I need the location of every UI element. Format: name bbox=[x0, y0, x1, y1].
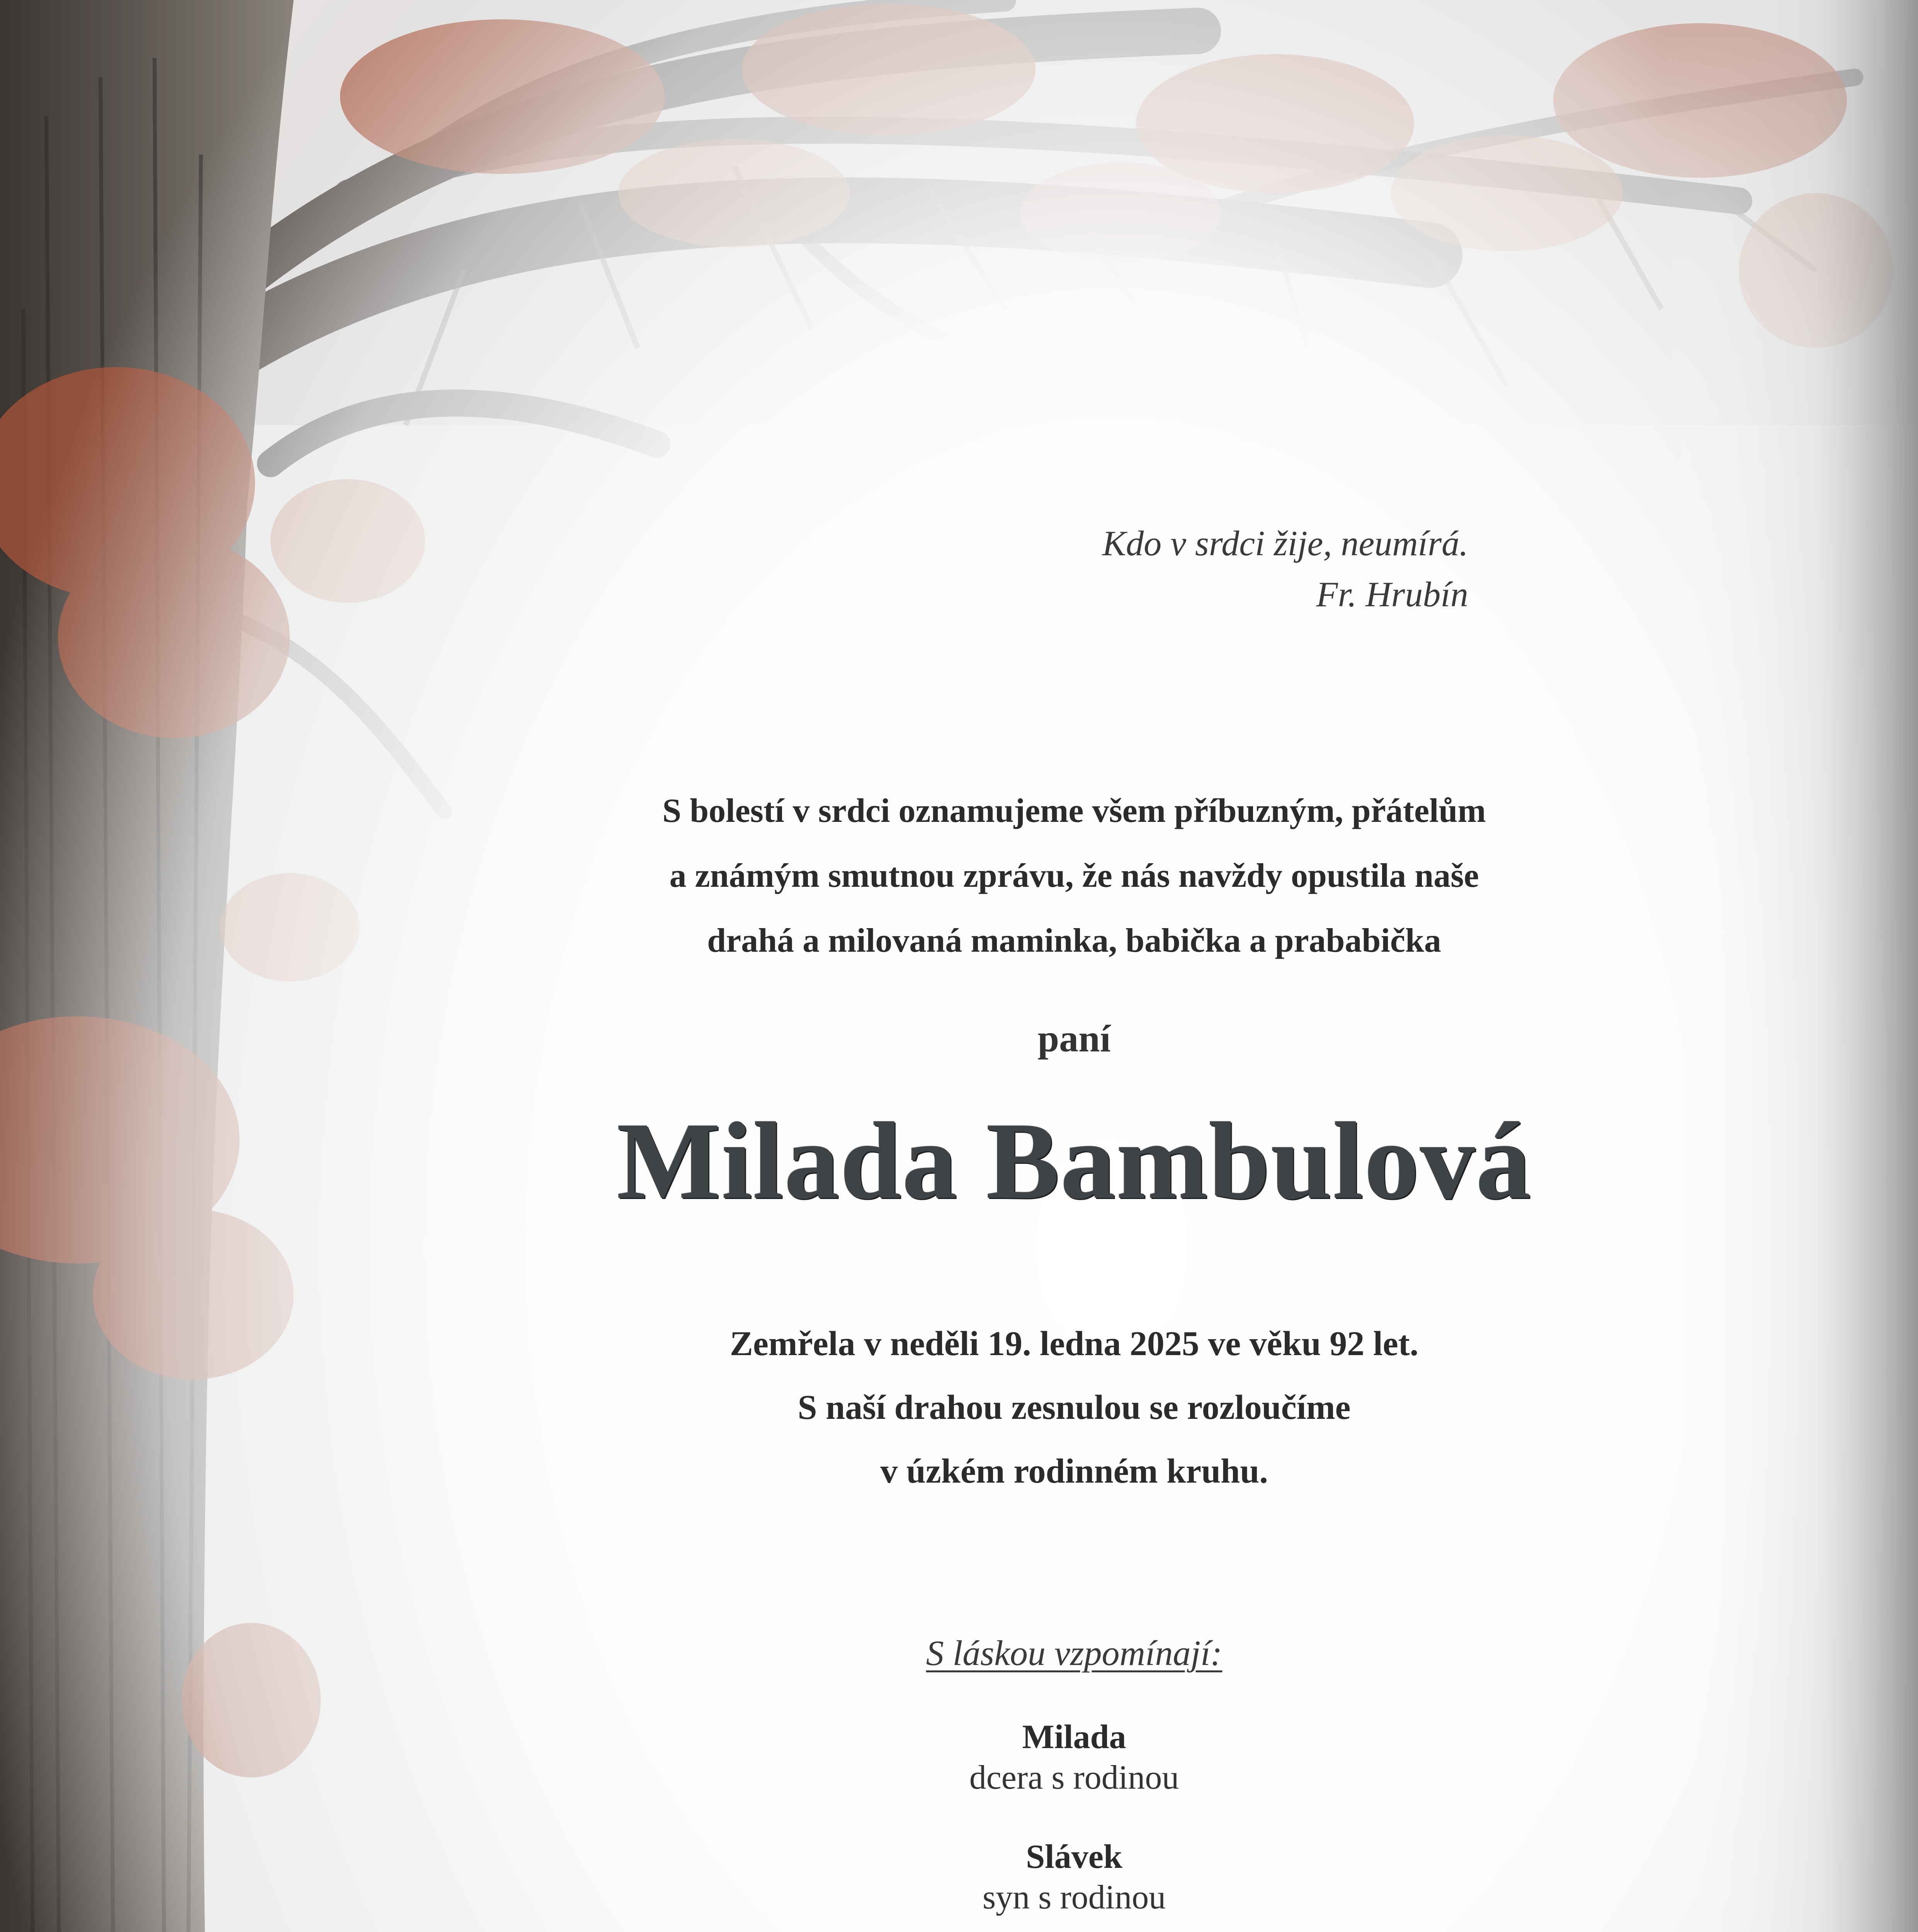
announcement bbox=[502, 779, 1646, 973]
death-line: Zemřela v neděli 19. ledna 2025 ve věku 92 let. bbox=[729, 1325, 1419, 1363]
motto-author: Fr. Hrubín bbox=[1316, 575, 1468, 614]
mourners-heading-text: S láskou vzpomínají: bbox=[926, 1633, 1223, 1673]
announcement-line: a známým smutnou zprávu, že nás navždy opustila naše bbox=[669, 857, 1479, 895]
death-details bbox=[502, 1312, 1646, 1503]
mourner-relation: syn s rodinou bbox=[982, 1879, 1166, 1916]
motto-line: Kdo v srdci žije, neumírá. bbox=[1102, 524, 1468, 563]
death-line: S naší drahou zesnulou se rozloučíme bbox=[797, 1388, 1351, 1427]
announcement-line: drahá a milovaná maminka, babička a prababička bbox=[707, 922, 1441, 959]
mourners-heading bbox=[734, 1633, 1414, 1673]
mourner-name: Slávek bbox=[1026, 1838, 1122, 1876]
honorific: paní bbox=[1037, 1017, 1111, 1060]
mourner-name: Milada bbox=[1022, 1718, 1126, 1756]
deceased-name: Milada Bambulová bbox=[617, 1100, 1532, 1222]
death-line: v úzkém rodinném kruhu. bbox=[880, 1452, 1268, 1490]
mourner-relation: dcera s rodinou bbox=[969, 1759, 1179, 1796]
motto-quote bbox=[1005, 518, 1468, 620]
announcement-line: S bolestí v srdci oznamujeme všem příbuzným, přátelům bbox=[662, 792, 1486, 830]
